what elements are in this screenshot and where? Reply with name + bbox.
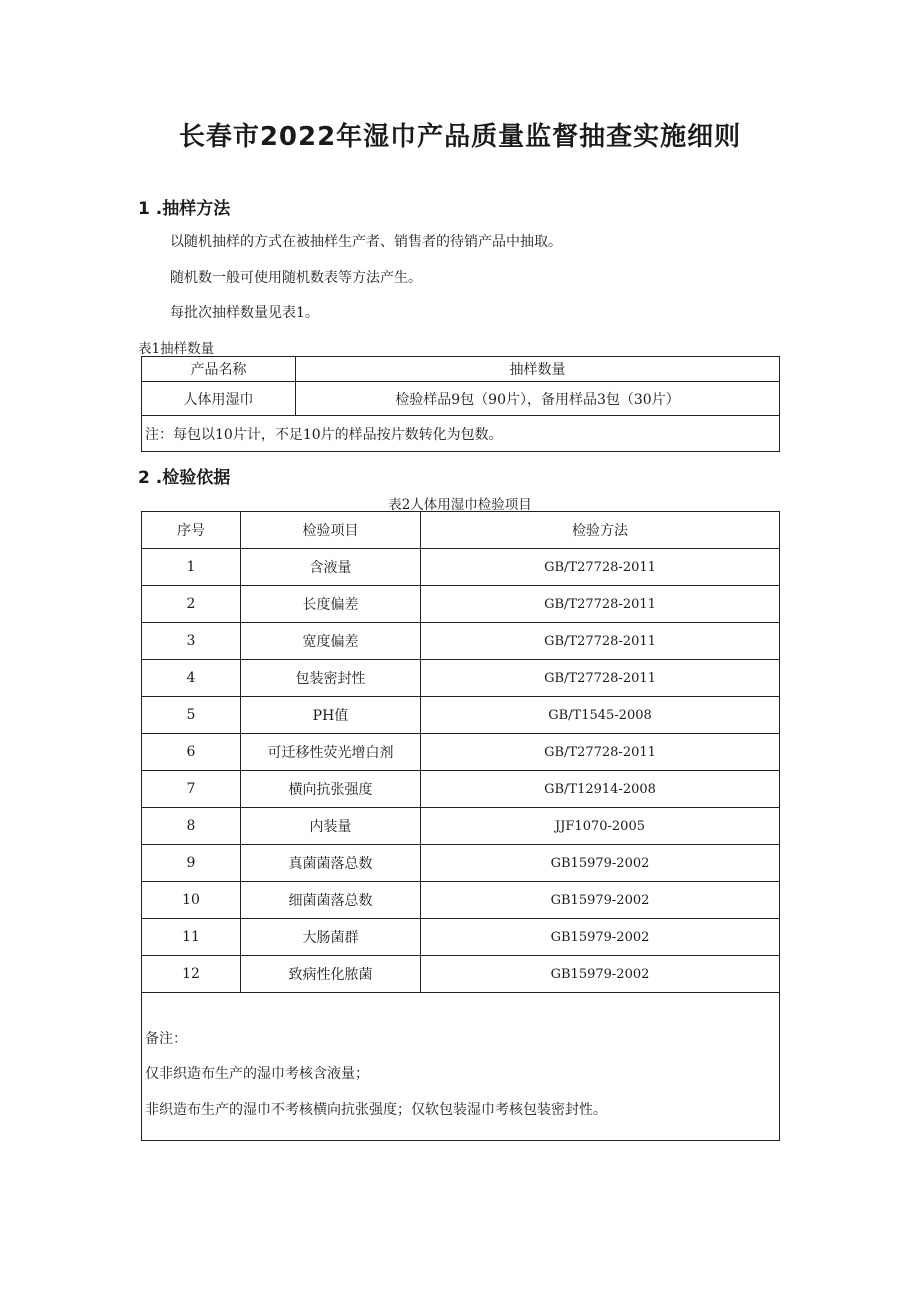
sampling-quantity-cell: 检验样品9包（90片），备用样品3包（30片） <box>296 382 780 416</box>
row-index-cell: 6 <box>142 734 241 771</box>
remarks-cell <box>142 993 780 1141</box>
section-1-paragraph: 随机数一般可使用随机数表等方法产生。 <box>170 270 422 286</box>
table-row <box>142 845 780 882</box>
row-index-cell: 9 <box>142 845 241 882</box>
inspection-item-cell: 细菌菌落总数 <box>241 882 421 919</box>
inspection-item-cell: 大肠菌群 <box>241 919 421 956</box>
table-header-row <box>142 357 780 382</box>
table-row <box>142 771 780 808</box>
table-row <box>142 882 780 919</box>
row-index-cell: 7 <box>142 771 241 808</box>
table-row <box>142 586 780 623</box>
document-title: 长春市2022年湿巾产品质量监督抽查实施细则 <box>178 122 742 152</box>
sampling-quantity-table <box>141 356 780 452</box>
row-index-cell: 12 <box>142 956 241 993</box>
row-index-cell: 5 <box>142 697 241 734</box>
inspection-method-cell: GB/T27728-2011 <box>421 623 780 660</box>
row-index-cell: 2 <box>142 586 241 623</box>
inspection-method-cell: GB15979-2002 <box>421 919 780 956</box>
header-inspection-item: 检验项目 <box>241 512 421 549</box>
inspection-method-cell: GB15979-2002 <box>421 882 780 919</box>
table-1-caption: 表1抽样数量 <box>138 341 215 357</box>
table-row <box>142 382 780 416</box>
inspection-item-cell: 包装密封性 <box>241 660 421 697</box>
table-row <box>142 660 780 697</box>
inspection-item-cell: 可迁移性荧光增白剂 <box>241 734 421 771</box>
header-index: 序号 <box>142 512 241 549</box>
table-2-caption: 表2人体用湿巾检验项目 <box>388 497 532 513</box>
section-2-heading: 2 .检验依据 <box>138 468 231 488</box>
inspection-item-cell: 宽度偏差 <box>241 623 421 660</box>
row-index-cell: 1 <box>142 549 241 586</box>
inspection-item-cell: PH值 <box>241 697 421 734</box>
inspection-item-cell: 横向抗张强度 <box>241 771 421 808</box>
section-1-paragraph: 每批次抽样数量见表1。 <box>170 305 319 321</box>
remarks-label: 备注： <box>145 1031 187 1047</box>
inspection-method-cell: GB15979-2002 <box>421 956 780 993</box>
row-index-cell: 10 <box>142 882 241 919</box>
row-index-cell: 4 <box>142 660 241 697</box>
inspection-method-cell: GB15979-2002 <box>421 845 780 882</box>
section-1-heading: 1 .抽样方法 <box>138 199 231 219</box>
table-1-note: 注：每包以10片计，不足10片的样品按片数转化为包数。 <box>142 416 780 452</box>
header-sampling-quantity: 抽样数量 <box>296 357 780 382</box>
inspection-method-cell: JJF1070-2005 <box>421 808 780 845</box>
row-index-cell: 8 <box>142 808 241 845</box>
remarks-line: 仅非织造布生产的湿巾考核含液量； <box>145 1066 369 1082</box>
inspection-item-cell: 内装量 <box>241 808 421 845</box>
inspection-method-cell: GB/T27728-2011 <box>421 660 780 697</box>
header-inspection-method: 检验方法 <box>421 512 780 549</box>
inspection-method-cell: GB/T27728-2011 <box>421 549 780 586</box>
section-1-paragraph: 以随机抽样的方式在被抽样生产者、销售者的待销产品中抽取。 <box>170 234 562 250</box>
remarks-line: 非织造布生产的湿巾不考核横向抗张强度；仅软包装湿巾考核包装密封性。 <box>145 1102 607 1118</box>
product-name-cell: 人体用湿巾 <box>142 382 296 416</box>
table-row <box>142 919 780 956</box>
table-note-row <box>142 416 780 452</box>
inspection-item-cell: 含液量 <box>241 549 421 586</box>
inspection-item-cell: 真菌菌落总数 <box>241 845 421 882</box>
table-row <box>142 623 780 660</box>
inspection-method-cell: GB/T1545-2008 <box>421 697 780 734</box>
row-index-cell: 3 <box>142 623 241 660</box>
remarks-row <box>142 993 780 1141</box>
table-row <box>142 808 780 845</box>
inspection-method-cell: GB/T27728-2011 <box>421 586 780 623</box>
inspection-item-cell: 长度偏差 <box>241 586 421 623</box>
inspection-items-table <box>141 511 780 1141</box>
table-row <box>142 697 780 734</box>
table-row <box>142 549 780 586</box>
inspection-item-cell: 致病性化脓菌 <box>241 956 421 993</box>
table-header-row <box>142 512 780 549</box>
table-row <box>142 734 780 771</box>
table-row <box>142 956 780 993</box>
header-product-name: 产品名称 <box>142 357 296 382</box>
inspection-method-cell: GB/T27728-2011 <box>421 734 780 771</box>
inspection-method-cell: GB/T12914-2008 <box>421 771 780 808</box>
row-index-cell: 11 <box>142 919 241 956</box>
